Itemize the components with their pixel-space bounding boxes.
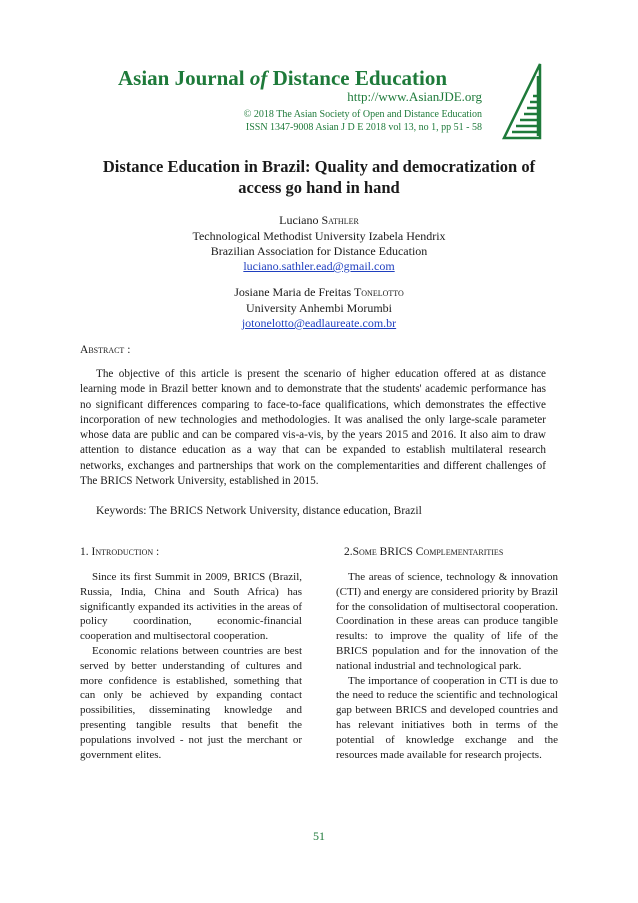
paragraph: The areas of science, technology & innovation (CTI) and energy are considered priority by Brazil for the consolidation of multisectoral cooperation. Coordination in these areas can produce tangible results: to improve the quality of life of the BRICS population and for the innovation of the national industrial and technological park. [336, 571, 558, 672]
author-1-affiliation: Technological Methodist University Izabela Hendrix [192, 229, 446, 243]
page-number: 51 [313, 829, 325, 843]
abstract-text: The objective of this article is present the scenario of higher education offered at as distance learning mode in Brazil better known and to demonstrate that the students' academic performance has no significant differences comparing to face-to-face qualifications, which demonstrates the effective incorporation of new technologies and methodologies. It was analised the only large-scale parameter whose data are public and can be compared vis-a-vis, by the years 2015 and 2016. It also aim to draw attention to distance education as a way that can be expanded to establish multilateral research networks, exchanges and partnerships that work on the complementarities and different challenges of The BRICS Network University, established in 2015. [80, 368, 546, 488]
abstract-heading: Abstract : [80, 344, 131, 356]
introduction-column [80, 570, 302, 762]
author-2-name: Josiane Maria de Freitas Tonelotto [234, 285, 404, 299]
author-1-name: Luciano Sathler [279, 213, 359, 227]
author-1-affiliation: Brazilian Association for Distance Education [210, 244, 428, 258]
author-1-email-link[interactable]: luciano.sathler.ead@gmail.com [243, 259, 395, 273]
journal-issn: ISSN 1347-9008 Asian J D E 2018 vol 13, no 1, pp 51 - 58 [245, 122, 482, 133]
author-2-email-link[interactable]: jotonelotto@eadlaureate.com.br [241, 316, 397, 330]
paragraph: The importance of cooperation in CTI is due to the need to reduce the scientific and technological gap between BRICS and developed countries and has relevant initiatives both in terms of the potential of knowledge exchange and the resources made available for research projects. [336, 674, 558, 761]
paragraph: Economic relations between countries are best served by better understanding of cultures and more confidence is established, something that can only be achieved by expanding contact possibilities, disseminating knowledge and presenting tangible results that benefit the populations involved - not just the merchant or government elites. [80, 644, 302, 761]
complementarities-column [336, 570, 558, 762]
journal-url[interactable]: http://www.AsianJDE.org [347, 89, 482, 104]
section-heading-complementarities: 2.Some BRICS Complementarities [344, 546, 504, 558]
keywords: Keywords: The BRICS Network University, distance education, Brazil [96, 505, 422, 517]
journal-logo-icon [502, 62, 542, 140]
article-title: Distance Education in Brazil: Quality and democratization of access go hand in hand [102, 157, 536, 197]
section-heading-introduction: 1. Introduction : [80, 546, 160, 558]
journal-copyright: © 2018 The Asian Society of Open and Distance Education [243, 109, 482, 120]
journal-title: Asian Journal of Distance Education [118, 66, 448, 90]
author-2-affiliation: University Anhembi Morumbi [246, 301, 392, 315]
paragraph: Since its first Summit in 2009, BRICS (Brazil, Russia, India, China and South Africa) has significantly expanded its activities in the areas of policy coordination, economic-financial cooperation and multisectoral cooperation. [80, 571, 302, 643]
